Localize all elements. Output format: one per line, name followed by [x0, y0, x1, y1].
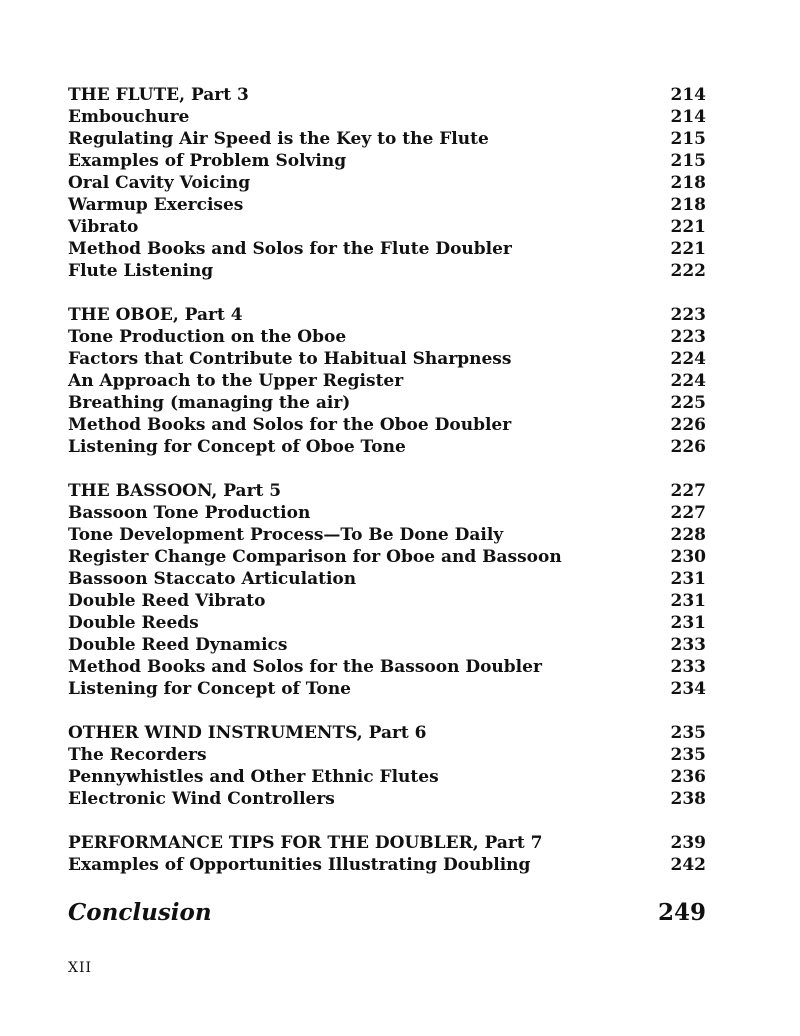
toc-entry-page: 236: [670, 767, 706, 787]
toc-entry: [68, 172, 706, 194]
toc-entry-title: Double Reed Vibrato: [68, 591, 266, 611]
toc-entry: [68, 612, 706, 634]
toc-entry-page: 215: [670, 129, 706, 149]
toc-entry-title: THE FLUTE, Part 3: [68, 85, 249, 105]
toc-entry-title: Breathing (managing the air): [68, 393, 351, 413]
toc-entry-title: Bassoon Staccato Articulation: [68, 569, 357, 589]
toc-entry-page: 223: [670, 305, 706, 325]
toc-entry-title: Listening for Concept of Oboe Tone: [68, 437, 406, 457]
toc-entry-page: 226: [670, 415, 706, 435]
toc-entry: [68, 194, 706, 216]
toc-entry-title: Embouchure: [68, 107, 190, 127]
toc-entry-title: Method Books and Solos for the Flute Doubler: [68, 239, 512, 259]
toc-section: [68, 84, 706, 282]
toc-entry-page: 227: [670, 481, 706, 501]
toc-entry-page: 242: [670, 855, 706, 875]
conclusion-page: 249: [657, 899, 706, 926]
toc-entry: [68, 348, 706, 370]
toc-entry-title: THE OBOE, Part 4: [68, 305, 243, 325]
toc-entry-page: 224: [670, 371, 706, 391]
toc-entry-title: Method Books and Solos for the Oboe Doubler: [68, 415, 512, 435]
toc-entry-title: Double Reeds: [68, 613, 199, 633]
toc-section: [68, 832, 706, 876]
toc-entry: [68, 524, 706, 546]
toc-entry: [68, 414, 706, 436]
toc-entry: [68, 590, 706, 612]
toc-entry: [68, 216, 706, 238]
toc-entry: [68, 766, 706, 788]
toc-entry-page: 233: [670, 635, 706, 655]
toc-entry: [68, 392, 706, 414]
toc-entry-page: 214: [670, 107, 706, 127]
toc-entry-page: 239: [670, 833, 706, 853]
toc-entry-page: 218: [670, 195, 706, 215]
toc-entry-title: PERFORMANCE TIPS FOR THE DOUBLER, Part 7: [68, 833, 543, 853]
toc-part-heading: [68, 722, 706, 744]
toc-entry-page: 227: [670, 503, 706, 523]
toc-entry: [68, 634, 706, 656]
toc-entry: [68, 744, 706, 766]
toc-entry-title: Method Books and Solos for the Bassoon Doubler: [68, 657, 542, 677]
toc-entry-page: 225: [670, 393, 706, 413]
toc-entry-title: OTHER WIND INSTRUMENTS, Part 6: [68, 723, 427, 743]
toc-entry-title: Tone Development Process—To Be Done Daily: [68, 525, 504, 545]
toc-entry: [68, 150, 706, 172]
toc-entry-title: Pennywhistles and Other Ethnic Flutes: [68, 767, 439, 787]
toc-part-heading: [68, 832, 706, 854]
toc-entry-page: 233: [670, 657, 706, 677]
toc-entry-title: Flute Listening: [68, 261, 214, 281]
toc-entry-title: Listening for Concept of Tone: [68, 679, 351, 699]
toc-entry-page: 231: [670, 591, 706, 611]
toc-entry-page: 228: [670, 525, 706, 545]
toc-entry: [68, 238, 706, 260]
toc-part-heading: [68, 304, 706, 326]
toc-entry: [68, 546, 706, 568]
toc-entry-page: 231: [670, 613, 706, 633]
toc-entry-page: 230: [670, 547, 706, 567]
toc-entry-page: 218: [670, 173, 706, 193]
toc-entry-page: 222: [670, 261, 706, 281]
toc-entry-title: Factors that Contribute to Habitual Sharpness: [68, 349, 512, 369]
toc-entry-page: 221: [670, 239, 706, 259]
toc-part-heading: [68, 84, 706, 106]
toc-entry-title: Register Change Comparison for Oboe and Bassoon: [68, 547, 562, 567]
toc-entry-title: Warmup Exercises: [68, 195, 244, 215]
toc-entry-page: 234: [670, 679, 706, 699]
toc-entry-title: The Recorders: [68, 745, 207, 765]
toc-entry-title: Double Reed Dynamics: [68, 635, 288, 655]
toc-entry-page: 221: [670, 217, 706, 237]
toc-entry: [68, 788, 706, 810]
toc-entry-page: 215: [670, 151, 706, 171]
toc-entry: [68, 370, 706, 392]
toc-entry-page: 224: [670, 349, 706, 369]
toc-entry-title: An Approach to the Upper Register: [68, 371, 404, 391]
toc-conclusion: [68, 898, 706, 928]
toc-entry: [68, 568, 706, 590]
toc-entry: [68, 854, 706, 876]
toc-entry-title: Bassoon Tone Production: [68, 503, 311, 523]
page-number: XII: [68, 960, 93, 976]
toc-entry-page: 223: [670, 327, 706, 347]
toc-entry-title: Examples of Problem Solving: [68, 151, 347, 171]
toc-entry-title: Examples of Opportunities Illustrating Doubling: [68, 855, 531, 875]
toc-entry-title: THE BASSOON, Part 5: [68, 481, 282, 501]
toc-section: [68, 304, 706, 458]
toc-entry: [68, 326, 706, 348]
toc-entry: [68, 436, 706, 458]
toc-entry-title: Tone Production on the Oboe: [68, 327, 347, 347]
toc-entry-page: 214: [670, 85, 706, 105]
toc-section: [68, 480, 706, 700]
toc-entry: [68, 260, 706, 282]
toc-section: [68, 722, 706, 810]
toc-entry-title: Vibrato: [68, 217, 139, 237]
conclusion-title: Conclusion: [68, 899, 212, 926]
toc-entry: [68, 502, 706, 524]
toc-entry-page: 235: [670, 745, 706, 765]
toc-entry: [68, 106, 706, 128]
table-of-contents: [68, 84, 706, 928]
toc-entry-title: Regulating Air Speed is the Key to the Flute: [68, 129, 489, 149]
toc-entry-page: 231: [670, 569, 706, 589]
toc-entry: [68, 128, 706, 150]
toc-entry-title: Oral Cavity Voicing: [68, 173, 251, 193]
toc-entry-page: 235: [670, 723, 706, 743]
toc-entry-page: 226: [670, 437, 706, 457]
toc-entry-page: 238: [670, 789, 706, 809]
toc-part-heading: [68, 480, 706, 502]
toc-entry: [68, 678, 706, 700]
toc-entry: [68, 656, 706, 678]
toc-entry-title: Electronic Wind Controllers: [68, 789, 335, 809]
